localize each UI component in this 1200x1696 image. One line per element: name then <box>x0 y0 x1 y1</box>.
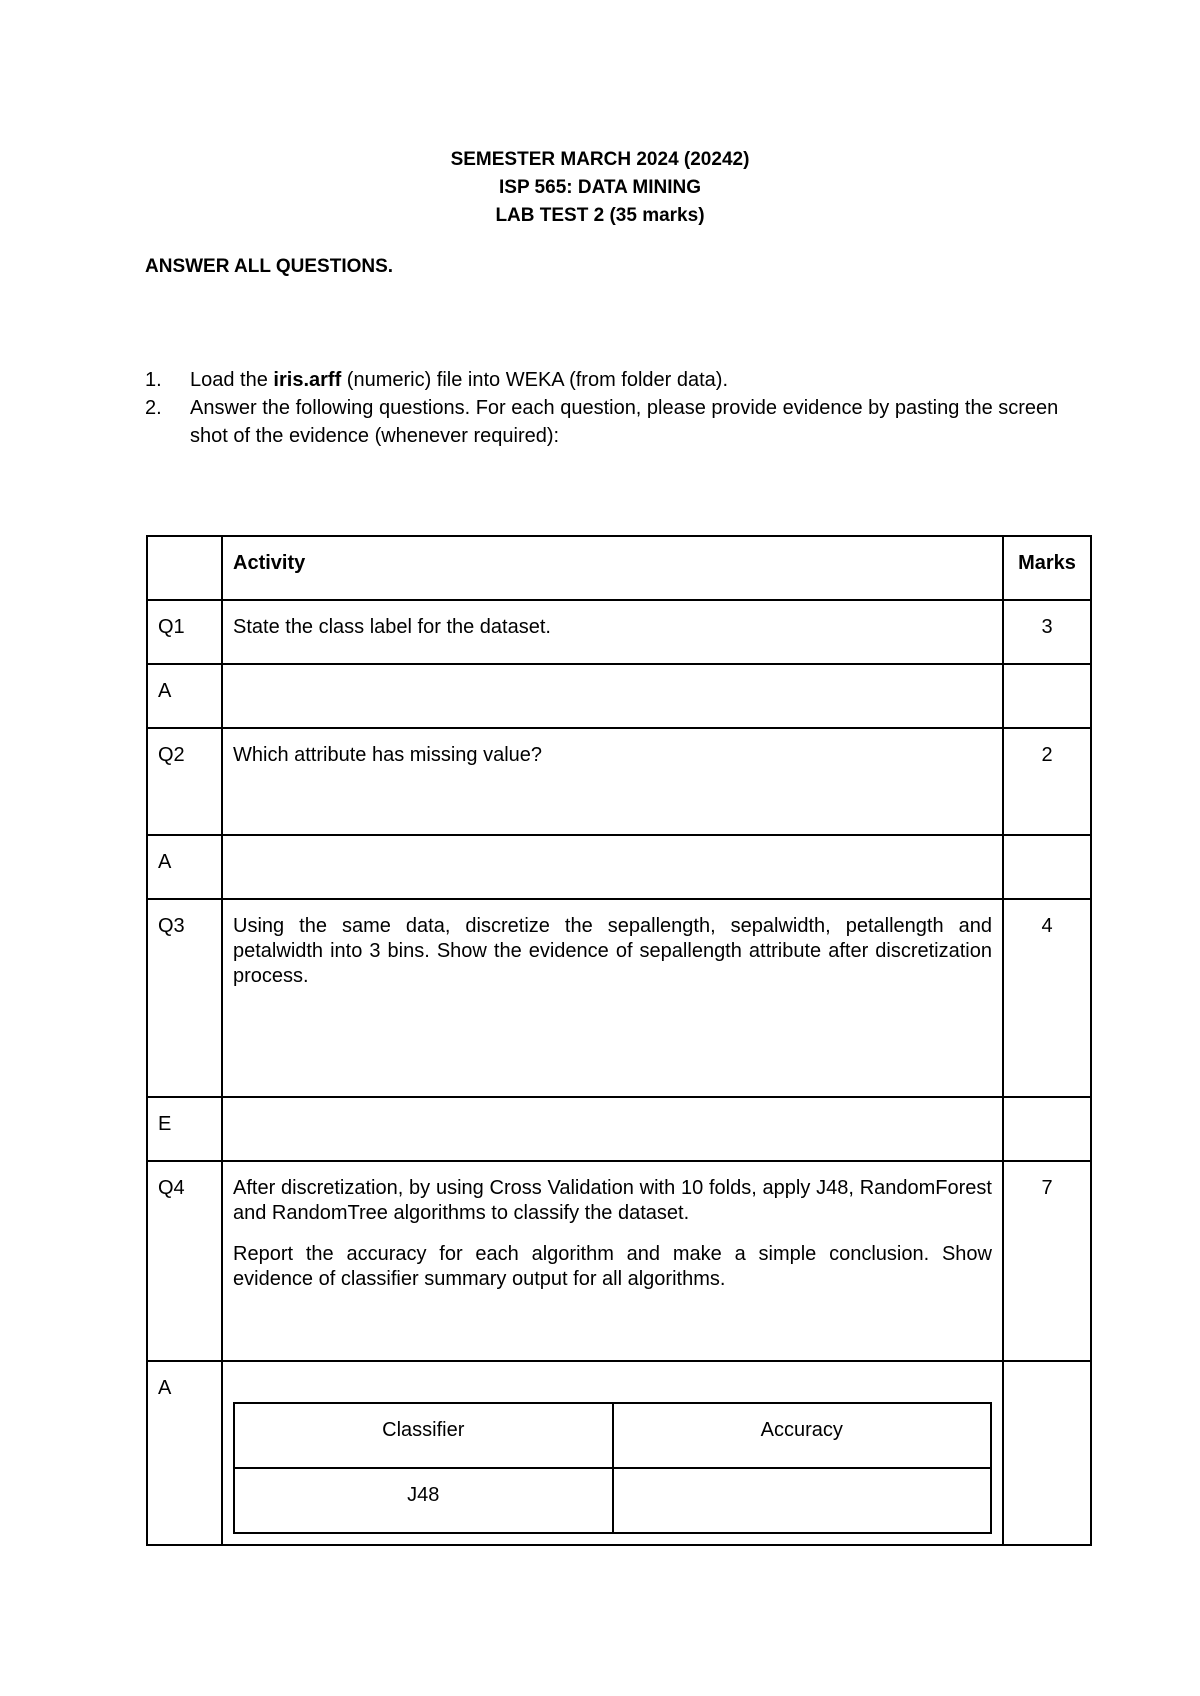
accuracy-header-row <box>234 1403 991 1468</box>
answer-cell <box>222 835 1003 899</box>
row-activity <box>222 728 1003 835</box>
course-title: ISP 565: DATA MINING <box>499 177 701 198</box>
activity-paragraph: State the class label for the dataset. <box>233 616 551 638</box>
row-marks: 2 <box>1003 728 1091 835</box>
step-text-after: (numeric) file into WEKA (from folder data). <box>341 369 729 391</box>
classifier-header: Classifier <box>234 1403 613 1468</box>
test-title: LAB TEST 2 (35 marks) <box>495 205 705 226</box>
accuracy-value <box>613 1468 992 1533</box>
activity-paragraph: After discretization, by using Cross Validation with 10 folds, apply J48, RandomForest and RandomTree algorithms to classify the dataset. <box>233 1177 992 1224</box>
step-item <box>145 366 1085 394</box>
table-row <box>147 1161 1091 1361</box>
accuracy-header: Accuracy <box>613 1403 992 1468</box>
questions-table <box>146 535 1092 1546</box>
classifier-name: J48 <box>234 1468 613 1533</box>
table-row <box>147 1361 1091 1545</box>
row-id: A <box>147 664 222 728</box>
table-row <box>147 728 1091 835</box>
row-activity <box>222 899 1003 1097</box>
row-marks: 4 <box>1003 899 1091 1097</box>
row-activity <box>222 600 1003 664</box>
table-row <box>147 899 1091 1097</box>
step-text-before: Load the <box>190 369 274 391</box>
row-id: Q2 <box>147 728 222 835</box>
header-marks-cell: Marks <box>1003 536 1091 600</box>
row-marks <box>1003 1097 1091 1161</box>
activity-paragraph: Which attribute has missing value? <box>233 744 543 766</box>
row-id: Q4 <box>147 1161 222 1361</box>
row-id: Q3 <box>147 899 222 1097</box>
row-id: Q1 <box>147 600 222 664</box>
row-id: A <box>147 1361 222 1545</box>
row-marks <box>1003 1361 1091 1545</box>
step-number: 1. <box>145 369 162 391</box>
header-activity-cell: Activity <box>222 536 1003 600</box>
document-header <box>0 146 1200 230</box>
row-id: E <box>147 1097 222 1161</box>
row-marks: 3 <box>1003 600 1091 664</box>
table-row <box>147 664 1091 728</box>
evidence-cell <box>222 1097 1003 1161</box>
accuracy-table <box>233 1402 992 1534</box>
step-filename: iris.arff <box>273 369 342 391</box>
accuracy-row <box>234 1468 991 1533</box>
step-item <box>145 394 1085 450</box>
table-row <box>147 835 1091 899</box>
step-text: Answer the following questions. For each question, please provide evidence by pasting the screen shot of the evidence (whenever required): <box>190 397 1059 447</box>
table-row <box>147 600 1091 664</box>
row-marks <box>1003 835 1091 899</box>
row-activity <box>222 1161 1003 1361</box>
table-header-row <box>147 536 1091 600</box>
row-marks <box>1003 664 1091 728</box>
answer-cell <box>222 664 1003 728</box>
table-row <box>147 1097 1091 1161</box>
semester-title: SEMESTER MARCH 2024 (20242) <box>450 149 750 170</box>
row-marks: 7 <box>1003 1161 1091 1361</box>
step-number: 2. <box>145 397 162 419</box>
answer-cell <box>222 1361 1003 1545</box>
steps-list <box>145 366 1085 450</box>
activity-paragraph: Report the accuracy for each algorithm and make a simple conclusion. Show evidence of classifier summary output for all algorithms. <box>233 1243 992 1290</box>
row-id: A <box>147 835 222 899</box>
instruction-text: ANSWER ALL QUESTIONS. <box>145 256 394 277</box>
header-id-cell <box>147 536 222 600</box>
activity-paragraph: Using the same data, discretize the sepallength, sepalwidth, petallength and petalwidth into 3 bins. Show the evidence of sepallength attribute after discretization process. <box>233 915 992 987</box>
